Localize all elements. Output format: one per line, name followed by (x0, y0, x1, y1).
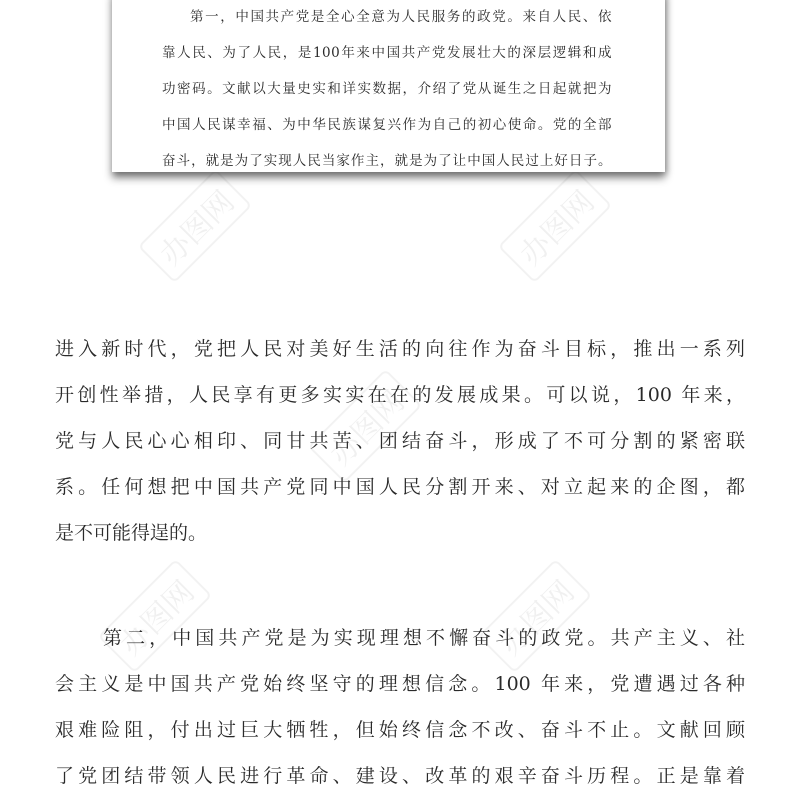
text-line: 艰难险阻，付出过巨大牺牲，但始终信念不改、奋斗不止。文献回顾 (55, 719, 745, 741)
quote-line: 功密码。文献以大量史实和详实数据，介绍了党从诞生之日起就把为 (162, 81, 612, 97)
quote-line: 奋斗，就是为了实现人民当家作主，就是为了让中国人民过上好日子。 (162, 153, 612, 169)
text-line: 进入新时代，党把人民对美好生活的向往作为奋斗目标，推出一系列 (55, 338, 745, 360)
watermark: 办图网 (308, 369, 423, 484)
text-line: 党与人民心心相印、同甘共苦、团结奋斗，形成了不可分割的紧密联 (55, 430, 745, 452)
text-line: 了党团结带领人民进行革命、建设、改革的艰辛奋斗历程。正是靠着 (55, 765, 745, 787)
watermark: 办图网 (138, 169, 253, 284)
text-line: 系。任何想把中国共产党同中国人民分割开来、对立起来的企图，都 (55, 476, 745, 498)
text-line: 开创性举措，人民享有更多实实在在的发展成果。可以说，100 年来， (55, 384, 745, 406)
watermark: 办图网 (498, 169, 613, 284)
quote-line: 第一，中国共产党是全心全意为人民服务的政党。来自人民、依 (190, 9, 612, 25)
text-line: 第二，中国共产党是为实现理想不懈奋斗的政党。共产主义、社 (103, 627, 745, 649)
watermark: 办图网 (478, 559, 593, 674)
text-line: 会主义是中国共产党始终坚守的理想信念。100 年来，党遭遇过各种 (55, 673, 745, 695)
quote-card (112, 0, 665, 172)
text-line: 是不可能得逞的。 (55, 522, 208, 544)
quote-line: 中国人民谋幸福、为中华民族谋复兴作为自己的初心使命。党的全部 (162, 117, 612, 133)
quote-line: 靠人民、为了人民，是100年来中国共产党发展壮大的深层逻辑和成 (162, 45, 612, 61)
watermark: 办图网 (98, 559, 213, 674)
